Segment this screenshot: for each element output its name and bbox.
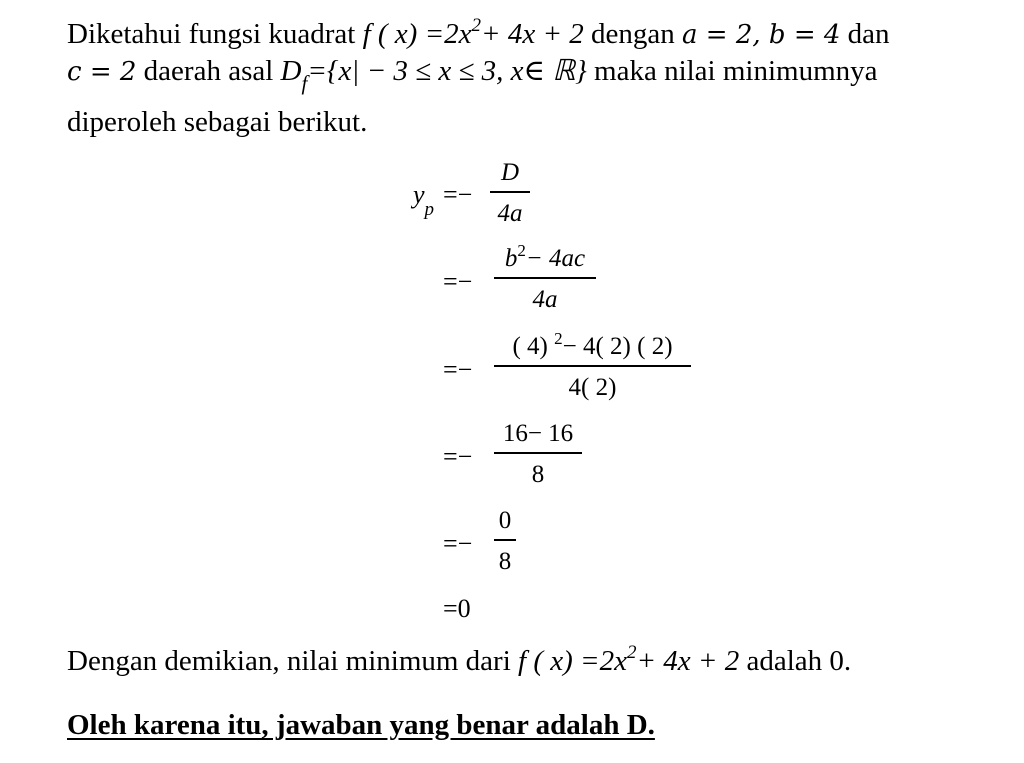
summary-line [67, 642, 852, 677]
summary-prefix: Dengan demikian, nilai minimum dari [67, 645, 511, 677]
numerator-1: D [500, 159, 520, 186]
denominator-2: 4a [532, 285, 558, 313]
denominator-1: 4a [497, 199, 523, 227]
intro-line-2-suffix: maka nilai minimumnya [594, 55, 878, 87]
summary-suffix: adalah 0. [746, 645, 852, 677]
fraction-bar-4 [494, 452, 582, 454]
fraction-step-3 [494, 329, 691, 401]
coefficients-a-b: a = 2, b = 4 [682, 20, 841, 50]
daerah-asal-label: daerah asal [143, 55, 274, 87]
summary-function: f ( $x) =2x^2+ 4x + 2$ [518, 642, 740, 677]
fraction-step-4 [494, 421, 582, 487]
denominator-3: 4( 2) [568, 373, 617, 401]
fraction-step-1 [490, 160, 530, 226]
eq-minus-3: =− [443, 355, 473, 384]
function-definition: f ( $x) =2x^2+ 4x + 2$ [362, 15, 584, 50]
intro-line-2 [67, 55, 878, 95]
eq-minus-5: =− [443, 529, 473, 558]
domain-set: $D_f=\{x| - 3 \le x \le 3$, x∈ ℝ} [280, 55, 587, 95]
dengan-word: dengan [591, 18, 675, 50]
numerator-5: 0 [498, 507, 512, 534]
numerator-3: ( 4) $^2$− 4( 2) ( 2) [512, 329, 673, 360]
numerator-2: $b^2- 4ac$ [504, 241, 586, 272]
denominator-4: 8 [531, 460, 545, 488]
fraction-bar-5 [494, 539, 516, 541]
coefficient-c: c = 2 [67, 57, 137, 87]
eq-minus-2: =− [443, 267, 473, 296]
yp-symbol: $y_p$ [413, 180, 435, 220]
denominator-5: 8 [498, 547, 512, 575]
intro-line-1 [67, 15, 890, 50]
intro-prefix: Diketahui fungsi kuadrat [67, 18, 356, 50]
fraction-step-2 [494, 241, 596, 313]
numerator-4: 16− 16 [502, 420, 574, 447]
eq-minus-1: =− [443, 180, 473, 209]
conclusion-answer: Oleh karena itu, jawaban yang benar adalah D. [67, 709, 655, 741]
dan-word: dan [847, 18, 890, 50]
fraction-step-5 [494, 508, 516, 574]
intro-line-3: diperoleh sebagai berikut. [67, 106, 368, 138]
fraction-bar-2 [494, 277, 596, 279]
fraction-bar-3 [494, 365, 691, 367]
result-zero: =0 [443, 594, 471, 623]
eq-minus-4: =− [443, 442, 473, 471]
fraction-bar-1 [490, 191, 530, 193]
